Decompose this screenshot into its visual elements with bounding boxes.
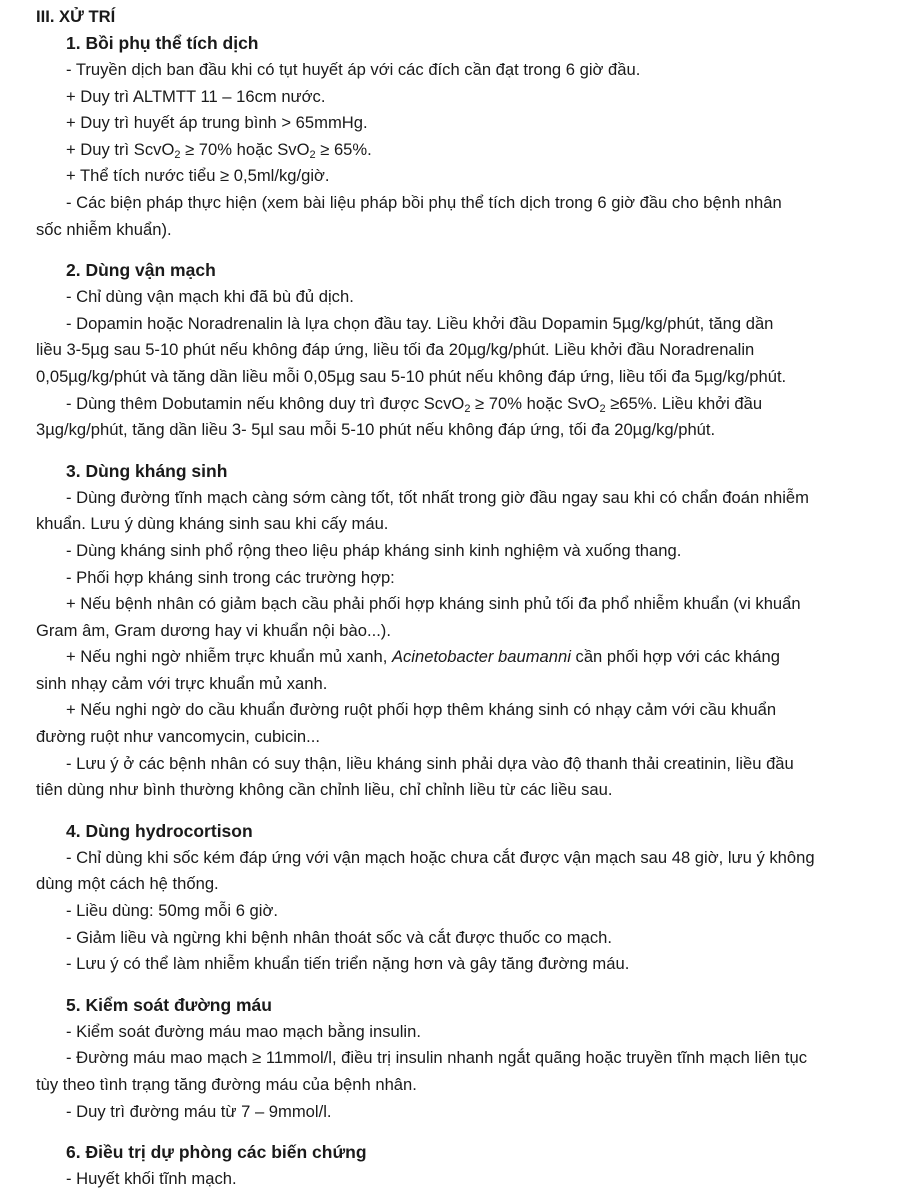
s1-l4-c: ≥ 70% hoặc SvO	[180, 139, 310, 159]
s4-line-3: - Liều dùng: 50mg mỗi 6 giờ.	[66, 901, 278, 921]
s4-line-1: - Chỉ dùng khi sốc kém đáp ứng với vận mạch hoặc chưa cắt được vận mạch sau 48 giờ, lưu ý không	[66, 847, 815, 867]
s3-line-12: tiên dùng như bình thường không cần chỉnh liều, chỉ chỉnh liều từ các liều sau.	[36, 780, 613, 800]
s5-title: 5. Kiểm soát đường máu	[66, 994, 272, 1015]
s2-line-5	[36, 391, 874, 418]
s1-title: 1. Bồi phụ thể tích dịch	[66, 33, 259, 53]
s3-line-6: Gram âm, Gram dương hay vi khuẩn nội bào...).	[36, 620, 391, 640]
s2-l5-e: ≥65%. Liều khởi đầu	[605, 393, 763, 413]
s3-line-3: - Dùng kháng sinh phổ rộng theo liệu pháp kháng sinh kinh nghiệm và xuống thang.	[66, 540, 682, 560]
s3-line-9: + Nếu nghi ngờ do cầu khuẩn đường ruột phối hợp thêm kháng sinh có nhạy cảm với cầu khuẩn	[66, 700, 777, 720]
s1-l4-sub2: 2	[309, 148, 316, 161]
s1-l4-a: + Duy trì ScvO	[66, 139, 175, 159]
s6-title: 6. Điều trị dự phòng các biến chứng	[66, 1142, 367, 1163]
s1-line-3: + Duy trì huyết áp trung bình > 65mmHg.	[66, 113, 368, 133]
s1-line-1: - Truyền dịch ban đầu khi có tụt huyết áp với các đích cần đạt trong 6 giờ đầu.	[66, 60, 641, 79]
s5-line-3: tùy theo tình trạng tăng đường máu của bệnh nhân.	[36, 1075, 417, 1094]
s4-line-2: dùng một cách hệ thống.	[36, 874, 219, 894]
s2-l5-c: ≥ 70% hoặc SvO	[470, 393, 600, 413]
s1-line-5: + Thể tích nước tiểu ≥ 0,5ml/kg/giờ.	[66, 166, 330, 186]
s3-line-4: - Phối hợp kháng sinh trong các trường hợp:	[66, 567, 395, 587]
s2-l5-sub1: 2	[464, 402, 471, 415]
s2-title: 2. Dùng vận mạch	[66, 260, 216, 281]
s3-l7-c: cần phối hợp với các kháng	[570, 647, 780, 667]
s2-line-6: 3µg/kg/phút, tăng dần liều 3- 5µl sau mỗi 5-10 phút nếu không đáp ứng, tối đa 20µg/kg/phút.	[36, 420, 716, 440]
s2-line-3: liều 3-5µg sau 5-10 phút nếu không đáp ứng, liều tối đa 20µg/kg/phút. Liều khởi đầu Noradrenalin	[36, 340, 755, 360]
s4-line-4: - Giảm liều và ngừng khi bệnh nhân thoát sốc và cắt được thuốc co mạch.	[66, 927, 612, 947]
s3-title: 3. Dùng kháng sinh	[66, 460, 228, 481]
s1-line-4	[36, 137, 874, 164]
s1-line-2: + Duy trì ALTMTT 11 – 16cm nước.	[66, 86, 326, 106]
s1-l4-e: ≥ 65%.	[315, 139, 372, 159]
s2-l5-a: - Dùng thêm Dobutamin nếu không duy trì được ScvO	[66, 393, 465, 413]
s5-line-2: - Đường máu mao mạch ≥ 11mmol/l, điều trị insulin nhanh ngắt quãng hoặc truyền tĩnh mạch liên tục	[66, 1048, 808, 1068]
s5-line-4: - Duy trì đường máu từ 7 – 9mmol/l.	[66, 1101, 332, 1121]
s5-line-1: - Kiểm soát đường máu mao mạch bằng insulin.	[66, 1021, 421, 1041]
s3-l7-italic: Acinetobacter baumanni	[391, 647, 571, 667]
s3-line-7	[36, 644, 874, 671]
s6-line-1: - Huyết khối tĩnh mạch.	[66, 1169, 237, 1189]
s1-l4-sub1: 2	[174, 148, 181, 161]
s3-line-11: - Lưu ý ở các bệnh nhân có suy thận, liều kháng sinh phải dựa vào độ thanh thải creatinin, liều đầu	[66, 753, 794, 773]
s2-line-2: - Dopamin hoặc Noradrenalin là lựa chọn đầu tay. Liều khởi đầu Dopamin 5µg/kg/phút, tăng dần	[66, 313, 774, 333]
s4-title: 4. Dùng hydrocortison	[66, 820, 253, 841]
s2-line-4: 0,05µg/kg/phút và tăng dần liều mỗi 0,05µg sau 5-10 phút nếu không đáp ứng, liều tối đa 5µg/kg/phút.	[36, 366, 787, 386]
section-heading: III. XỬ TRÍ	[36, 7, 116, 26]
s3-l7-a: + Nếu nghi ngờ nhiễm trực khuẩn mủ xanh,	[66, 647, 392, 667]
s2-l5-sub2: 2	[599, 402, 606, 415]
s3-line-8: sinh nhạy cảm với trực khuẩn mủ xanh.	[36, 673, 328, 693]
s3-line-2: khuẩn. Lưu ý dùng kháng sinh sau khi cấy máu.	[36, 514, 389, 534]
s4-line-5: - Lưu ý có thể làm nhiễm khuẩn tiến triển nặng hơn và gây tăng đường máu.	[66, 954, 630, 974]
s3-line-5: + Nếu bệnh nhân có giảm bạch cầu phải phối hợp kháng sinh phủ tối đa phổ nhiễm khuẩn (vi khuẩn	[66, 594, 801, 614]
s3-line-1: - Dùng đường tĩnh mạch càng sớm càng tốt, tốt nhất trong giờ đầu ngay sau khi có chẩn đoán nhiễm	[66, 487, 809, 507]
s1-line-7: sốc nhiễm khuẩn).	[36, 219, 172, 239]
s2-line-1: - Chỉ dùng vận mạch khi đã bù đủ dịch.	[66, 287, 354, 307]
s1-line-6: - Các biện pháp thực hiện (xem bài liệu pháp bồi phụ thể tích dịch trong 6 giờ đầu cho bệnh nhân	[66, 192, 782, 212]
s3-line-10: đường ruột như vancomycin, cubicin...	[36, 727, 320, 747]
